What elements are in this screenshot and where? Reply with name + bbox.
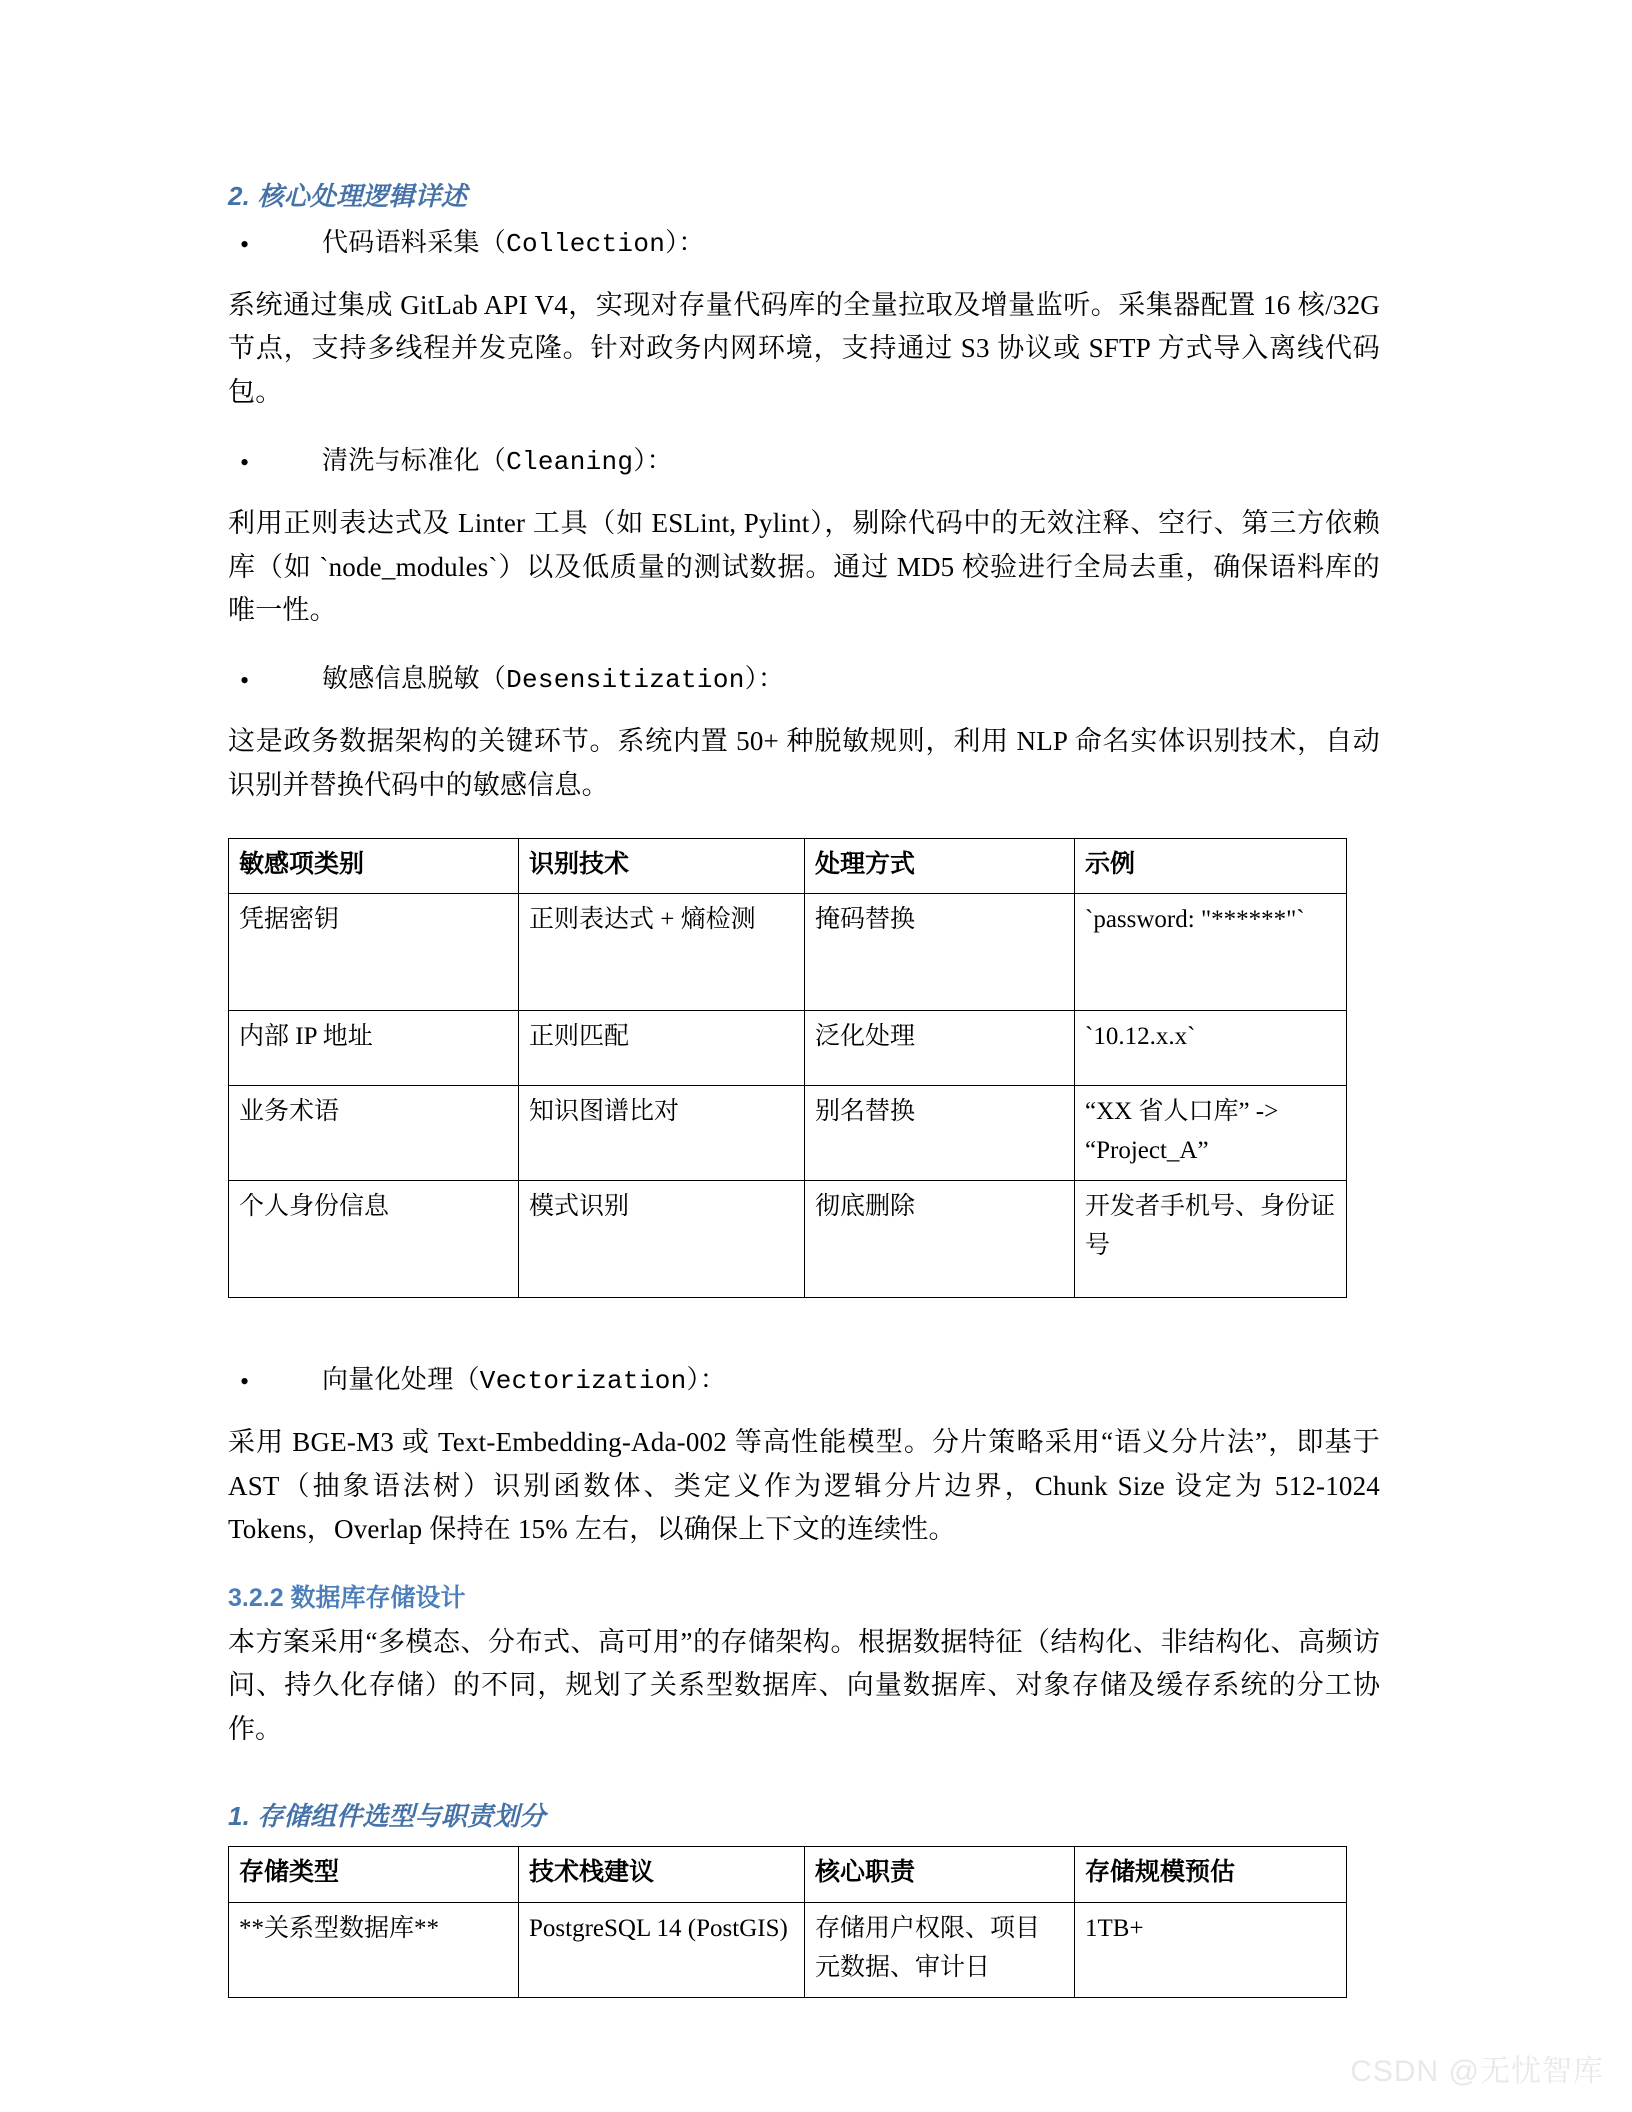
table-cell: `password: "******"` [1075,894,1347,1011]
table-cell: 个人身份信息 [229,1180,519,1297]
bullet-dot-icon: • [240,229,250,259]
bullet-dot-icon: • [240,447,250,477]
table-cell: 泛化处理 [805,1011,1075,1086]
bullet-item-cleaning [228,445,1380,480]
paragraph-database-storage: 本方案采用“多模态、分布式、高可用”的存储架构。根据数据特征（结构化、非结构化、高频访问、持久化存储）的不同，规划了关系型数据库、向量数据库、对象存储及缓存系统的分工协作。 [228,1626,1380,1745]
table-cell: 1TB+ [1075,1903,1347,1998]
table-row [229,1180,1347,1297]
table-cell: 内部 IP 地址 [229,1011,519,1086]
bullet-label-collection: 代码语料采集（Collection）： [322,228,705,259]
bullet-label-desensitization: 敏感信息脱敏（Desensitization）： [322,665,785,696]
table-cell: 知识图谱比对 [519,1086,805,1181]
vertical-spacer [228,1298,1380,1364]
storage-components-table [228,1846,1347,1997]
bullet-label-vectorization: 向量化处理（Vectorization）： [322,1365,727,1396]
table-row [229,1086,1347,1181]
table-header-cell: 技术栈建议 [519,1847,805,1903]
section-heading-core-logic: 2. 核心处理逻辑详述 [228,181,468,211]
table-cell: `10.12.x.x` [1075,1011,1347,1086]
table-header-row [229,1847,1347,1903]
table-header-row [229,838,1347,894]
table-cell: **关系型数据库** [229,1903,519,1998]
table-row [229,894,1347,1011]
paragraph-vectorization: 采用 BGE-M3 或 Text-Embedding-Ada-002 等高性能模型。分片策略采用“语义分片法”，即基于 AST（抽象语法树）识别函数体、类定义作为逻辑分片边界，Chunk Size 设定为 512-1024 Tokens，Overlap 保持在 15% 左右，以确保上下文的连续性。 [228,1427,1380,1545]
watermark-csdn: CSDN @无忧智库 [1350,2055,1604,2088]
document-content [228,180,1380,1998]
table-header-cell: 存储类型 [229,1847,519,1903]
bullet-dot-icon: • [240,666,250,696]
bullet-item-collection [228,227,1380,262]
paragraph-desensitization: 这是政务数据架构的关键环节。系统内置 50+ 种脱敏规则，利用 NLP 命名实体识别技术，自动识别并替换代码中的敏感信息。 [228,726,1380,800]
subsection-heading-database-storage: 3.2.2 数据库存储设计 [228,1584,466,1613]
bullet-label-cleaning: 清洗与标准化（Cleaning）： [322,446,673,477]
table-cell: PostgreSQL 14 (PostGIS) [519,1903,805,1998]
table-cell: 掩码替换 [805,894,1075,1011]
table-header-cell: 核心职责 [805,1847,1075,1903]
table-cell: 业务术语 [229,1086,519,1181]
table-cell: “XX 省人口库” -> “Project_A” [1075,1086,1347,1181]
table-row [229,1011,1347,1086]
table-cell: 模式识别 [519,1180,805,1297]
bullet-item-vectorization [228,1364,1380,1399]
table-header-cell: 识别技术 [519,838,805,894]
bullet-dot-icon: • [240,1366,250,1396]
section-heading-storage-components: 1. 存储组件选型与职责划分 [228,1800,546,1831]
paragraph-collection: 系统通过集成 GitLab API V4，实现对存量代码库的全量拉取及增量监听。采集器配置 16 核/32G 节点，支持多线程并发克隆。针对政务内网环境，支持通过 S3 协议或 SFTP 方式导入离线代码包。 [228,289,1380,408]
table-cell: 彻底删除 [805,1180,1075,1297]
table-cell: 正则表达式 + 熵检测 [519,894,805,1011]
table-cell: 凭据密钥 [229,894,519,1011]
table-cell: 正则匹配 [519,1011,805,1086]
table-cell: 存储用户权限、项目元数据、审计日 [805,1903,1075,1998]
table-cell: 开发者手机号、身份证号 [1075,1180,1347,1297]
bullet-item-desensitization [228,663,1380,698]
table-row [229,1903,1347,1998]
vertical-spacer [228,1778,1380,1800]
table-cell: 别名替换 [805,1086,1075,1181]
table-header-cell: 示例 [1075,838,1347,894]
table-header-cell: 存储规模预估 [1075,1847,1347,1903]
paragraph-cleaning: 利用正则表达式及 Linter 工具（如 ESLint, Pylint），剔除代码中的无效注释、空行、第三方依赖库（如 `node_modules`）以及低质量的测试数据。通过 MD5 校验进行全局去重，确保语料库的唯一性。 [228,507,1380,626]
desensitization-table [228,838,1347,1298]
table-header-cell: 敏感项类别 [229,838,519,894]
table-header-cell: 处理方式 [805,838,1075,894]
